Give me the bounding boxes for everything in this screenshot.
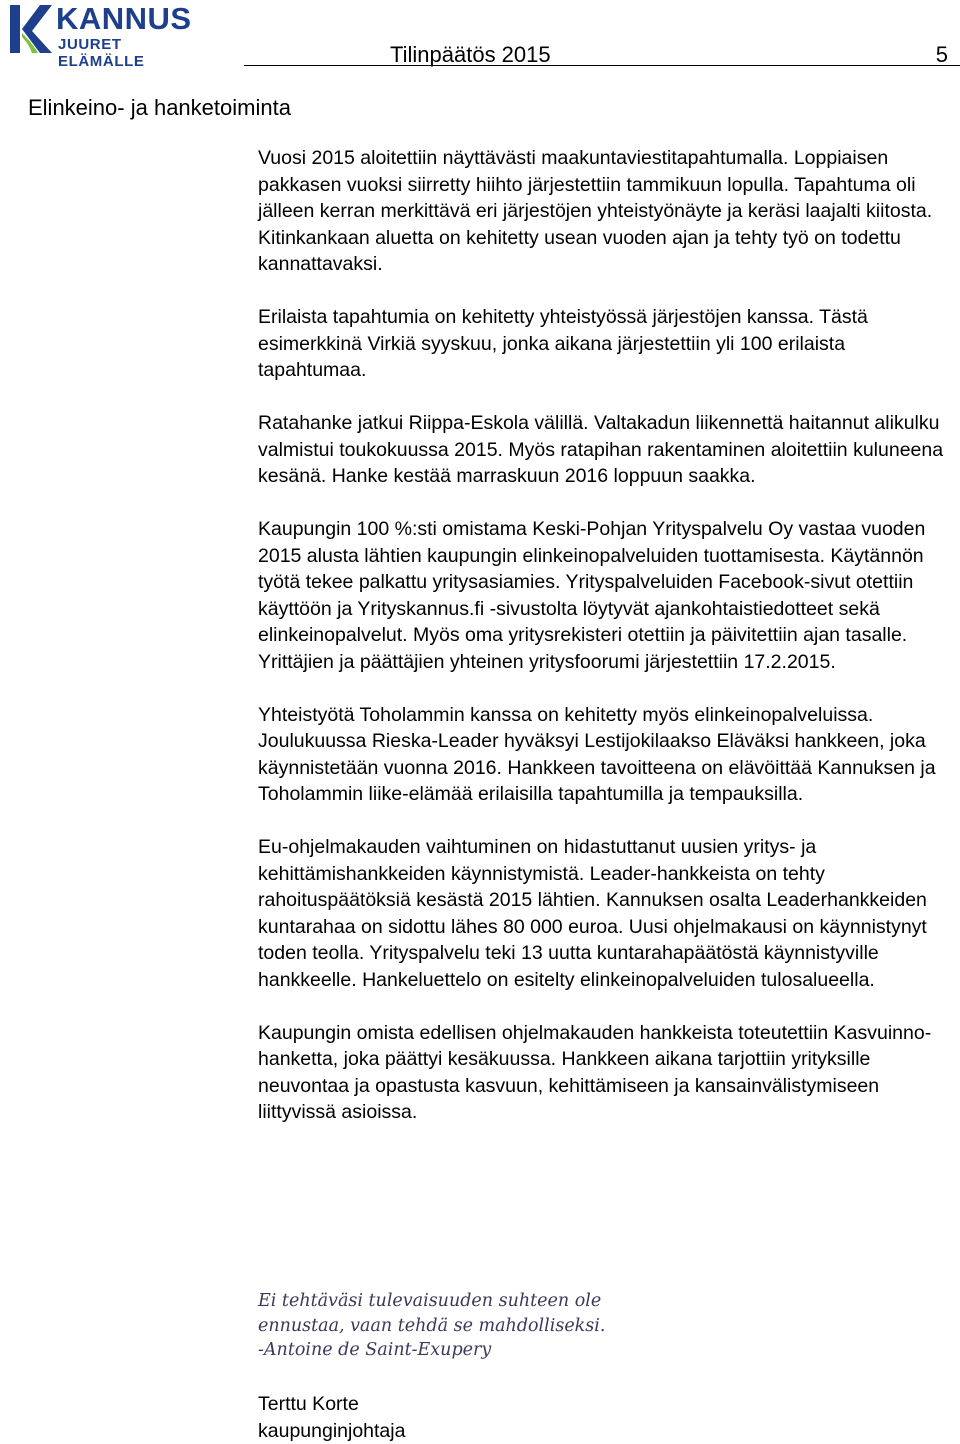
quote xyxy=(258,1289,938,1363)
logo-name: KANNUS xyxy=(56,1,192,36)
paragraph-toholampi: Yhteistyötä Toholammin kanssa on kehitetty myös elinkeinopalveluissa. Joulukuussa Rieska-Leader hyväksyi Lestijokilaakso Eläväksi hankkeen, joka käynnistetään vuonna 2016. Hankkeen tavoitteena on elävöittää Kannuksen ja Toholammin liike-elämää erilaisilla tapahtumilla ja tempauksilla. xyxy=(258,703,936,805)
paragraph-cooperation: Erilaista tapahtumia on kehitetty yhteistyössä järjestöjen kanssa. Tästä esimerkkinä Virkiä syyskuu, jonka aikana järjestettiin yli 100 erilaista tapahtumaa. xyxy=(258,306,868,381)
paragraph-kasvuinno: Kaupungin omista edellisen ohjelmakauden hankkeista toteutettiin Kasvuinno-hanketta, joka päättyi kesäkuussa. Hankkeen aikana tarjottiin yrityksille neuvontaa ja opastusta kasvuun, kehittämiseen ja kansainvälistymiseen liittyvissä asioissa. xyxy=(258,1021,932,1123)
signature-name: Terttu Korte xyxy=(258,1393,359,1415)
signature xyxy=(258,1391,405,1444)
kannus-logo-mark-icon xyxy=(6,3,54,55)
logo-tagline: JUURET ELÄMÄLLE xyxy=(58,36,145,70)
paragraph-events: Vuosi 2015 aloitettiin näyttävästi maakuntaviestitapahtumalla. Loppiaisen pakkasen vuoksi siirretty hiihto järjestettiin tammikuun lopulla. Tapahtuma oli jälleen kerran merkittävä eri järjestöjen yhteistyönäyte ja keräsi laajalti kiitosta. Kitinkankaan aluetta on kehitetty usean vuoden ajan ja tehty työ on todettu kannattavaksi. xyxy=(258,147,933,275)
signature-title: kaupunginjohtaja xyxy=(258,1419,406,1442)
header-divider xyxy=(244,65,960,66)
section-heading: Elinkeino- ja hanketoiminta xyxy=(28,95,291,120)
quote-line-1: Ei tehtäväsi tulevaisuuden suhteen ole xyxy=(258,1291,602,1311)
quote-line-2: ennustaa, vaan tehdä se mahdolliseksi. xyxy=(258,1315,606,1336)
body-text xyxy=(258,145,958,1152)
paragraph-business-services: Kaupungin 100 %:sti omistama Keski-Pohjan Yrityspalvelu Oy vastaa vuoden 2015 alusta lähtien kaupungin elinkeinopalveluiden tuottamisesta. Käytännön työtä tekee palkattu yritysasiamies. Yrityspalveluiden Facebook-sivut otettiin käyttöön ja Yrityskannus.fi -sivustolta löytyvät ajankohtaistiedotteet sekä elinkeinopalvelut. Myös oma yritysrekisteri otettiin ja päivitettiin ajan tasalle. Yrittäjien ja päättäjien yhteinen yritysfoorumi järjestettiin 17.2.2015. xyxy=(258,518,926,673)
paragraph-railway: Ratahanke jatkui Riippa-Eskola välillä. Valtakadun liikennettä haitannut alikulku valmistui toukokuussa 2015. Myös ratapihan rakentaminen aloitettiin kuluneena kesänä. Hanke kestää marraskuun 2016 loppuun saakka. xyxy=(258,412,944,487)
quote-author: -Antoine de Saint-Exupery xyxy=(258,1340,492,1360)
kannus-logo xyxy=(6,1,196,70)
paragraph-eu-programme: Eu-ohjelmakauden vaihtuminen on hidastuttanut uusien yritys- ja kehittämishankkeiden käynnistymistä. Leader-hankkeista on tehty rahoituspäätöksiä kesästä 2015 lähtien. Kannuksen osalta Leaderhankkeiden kuntarahaa on sidottu lähes 80 000 euroa. Uusi ohjelmakausi on käynnistynyt toden teolla. Yrityspalvelu teki 13 uutta kuntarahapäätöstä käynnistyville hankkeelle. Hankeluettelo on esitelty elinkeinopalveluiden tulosalueella. xyxy=(258,836,927,991)
page-number: 5 xyxy=(935,42,948,67)
document-title: Tilinpäätös 2015 xyxy=(390,42,551,67)
